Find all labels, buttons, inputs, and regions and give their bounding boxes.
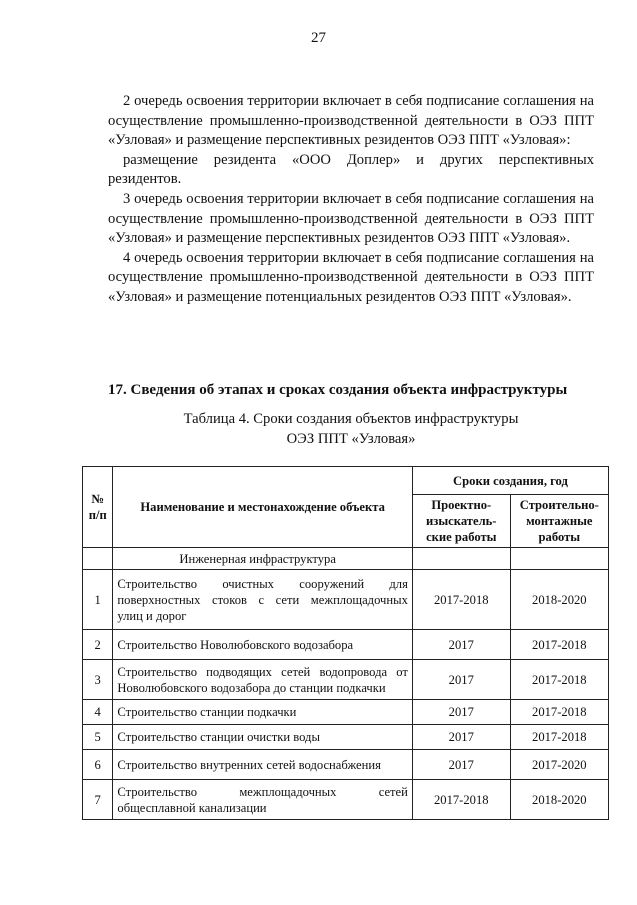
table-caption-line: ОЭЗ ППТ «Узловая» xyxy=(286,431,416,447)
row-number: 7 xyxy=(83,780,113,820)
header-name: Наименование и местонахождение объекта xyxy=(113,467,412,548)
row-object-name xyxy=(113,570,412,630)
body-text xyxy=(108,92,594,308)
row-construction-years: 2018-2020 xyxy=(510,570,608,630)
row-design-years: 2017-2018 xyxy=(412,780,510,820)
row-number: 1 xyxy=(83,570,113,630)
table-row xyxy=(83,780,609,820)
row-object-name xyxy=(113,700,412,725)
row-object-name-line: Новолюбовского водозабора до станции подкачки xyxy=(117,680,386,695)
table-row xyxy=(83,630,609,660)
row-number: 2 xyxy=(83,630,113,660)
row-number: 3 xyxy=(83,660,113,700)
table-caption xyxy=(108,409,594,449)
row-object-name xyxy=(113,630,412,660)
table-row xyxy=(83,660,609,700)
row-object-name xyxy=(113,725,412,750)
row-object-name-line: улиц и дорог xyxy=(117,608,187,623)
paragraph: 4 очередь освоения территории включает в себя подписание соглашения на осуществление промышленно-производственной деятельности в ОЭЗ ППТ «Узловая» и размещение потенциальных резидентов ОЭЗ ППТ «Узловая». xyxy=(108,249,594,305)
group-row xyxy=(83,548,609,570)
row-design-years: 2017-2018 xyxy=(412,570,510,630)
paragraph: 3 очередь освоения территории включает в себя подписание соглашения на осуществление промышленно-производственной деятельности в ОЭЗ ППТ «Узловая» и размещение перспективных резидентов ОЭЗ ППТ «Узловая». xyxy=(108,190,594,247)
empty-cell xyxy=(510,548,608,570)
row-construction-years: 2017-2018 xyxy=(510,630,608,660)
paragraph: размещение резидента «ООО Доплер» и других перспективных резидентов. xyxy=(108,151,594,188)
table-row xyxy=(83,700,609,725)
row-object-name-line: Строительство межплощадочных сетей xyxy=(117,784,408,799)
section-heading: 17. Сведения об этапах и сроках создания объекта инфраструктуры xyxy=(108,382,568,398)
row-construction-years: 2017-2018 xyxy=(510,700,608,725)
schedule-table xyxy=(82,466,609,820)
row-object-name-line: Строительство Новолюбовского водозабора xyxy=(117,637,354,652)
row-object-name-line: Строительство очистных сооружений для xyxy=(117,576,408,591)
row-construction-years: 2018-2020 xyxy=(510,780,608,820)
header-design: Проектно-изыскатель-ские работы xyxy=(412,495,510,548)
table-row xyxy=(83,725,609,750)
header-number: № п/п xyxy=(83,467,113,548)
row-number: 6 xyxy=(83,750,113,780)
row-object-name xyxy=(113,660,412,700)
header-construction: Строительно-монтажные работы xyxy=(510,495,608,548)
empty-cell xyxy=(83,548,113,570)
row-design-years: 2017 xyxy=(412,725,510,750)
paragraph: 2 очередь освоения территории включает в себя подписание соглашения на осуществление промышленно-производственной деятельности в ОЭЗ ППТ «Узловая» и размещение перспективных резидентов ОЭЗ ППТ «Узловая»: xyxy=(108,93,594,149)
row-construction-years: 2017-2020 xyxy=(510,750,608,780)
row-design-years: 2017 xyxy=(412,660,510,700)
row-object-name-line: поверхностных стоков с сети межплощадочных xyxy=(117,592,408,607)
row-design-years: 2017 xyxy=(412,700,510,725)
table-caption-line: Таблица 4. Сроки создания объектов инфраструктуры xyxy=(183,411,519,427)
row-object-name xyxy=(113,750,412,780)
group-label: Инженерная инфраструктура xyxy=(113,548,412,570)
empty-cell xyxy=(412,548,510,570)
page-number: 27 xyxy=(311,30,326,46)
row-number: 5 xyxy=(83,725,113,750)
row-construction-years: 2017-2018 xyxy=(510,725,608,750)
row-design-years: 2017 xyxy=(412,750,510,780)
row-object-name-line: Строительство станции подкачки xyxy=(117,705,297,719)
row-object-name-line: Строительство станции очистки воды xyxy=(117,730,320,744)
table-row xyxy=(83,570,609,630)
row-object-name-line: общесплавной канализации xyxy=(117,800,267,815)
row-construction-years: 2017-2018 xyxy=(510,660,608,700)
row-object-name xyxy=(113,780,412,820)
row-object-name-line: Строительство внутренних сетей водоснабжения xyxy=(117,757,381,772)
row-number: 4 xyxy=(83,700,113,725)
header-terms: Сроки создания, год xyxy=(412,467,608,495)
row-design-years: 2017 xyxy=(412,630,510,660)
table-row xyxy=(83,750,609,780)
row-object-name-line: Строительство подводящих сетей водопровода от xyxy=(117,664,408,679)
